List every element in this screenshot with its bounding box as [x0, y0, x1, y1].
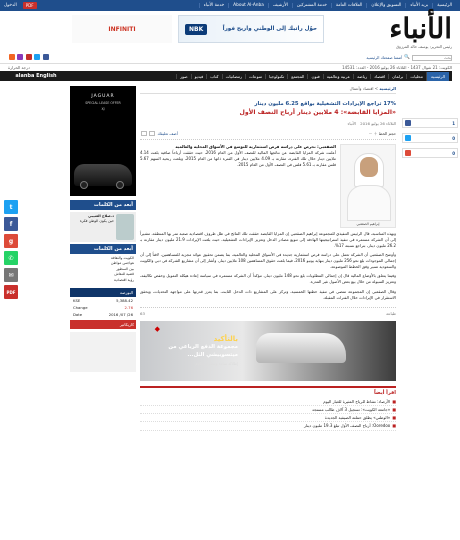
- photo-caption: إبراهيم الصقعبي: [356, 221, 380, 226]
- wheel-icon: [80, 181, 88, 189]
- list-item[interactable]: قضية للنقاش: [114, 272, 134, 277]
- article-footer-tools: [140, 307, 396, 316]
- share-count: 0: [452, 135, 455, 141]
- issue-date: الكويت: 21 شوال 1437 - الثلاثاء 26 يوليو 2016 - العدد: 14531: [342, 65, 452, 70]
- google-plus-icon: [405, 150, 411, 156]
- nav-parliament[interactable]: برلمان: [388, 74, 406, 79]
- ad-title: [148, 335, 238, 359]
- article-meta: [140, 121, 396, 126]
- print-link[interactable]: طباعة: [386, 310, 396, 316]
- stock-title: البورصة: [70, 288, 136, 297]
- article-text: [140, 144, 336, 228]
- article-tools: [140, 131, 396, 140]
- date-row: [0, 63, 460, 71]
- nav-local[interactable]: محليات: [406, 74, 426, 79]
- list-item-label: الأرصاد: نشاط للرياح المثيرة للغبار اليوم: [323, 398, 391, 404]
- list-item[interactable]: الكويت والثقافة: [110, 256, 134, 260]
- mitsubishi-logo-icon: ◆: [154, 324, 160, 333]
- topbar-link-ads[interactable]: التسويق والإعلان: [366, 3, 405, 8]
- writer-card[interactable]: [70, 212, 136, 242]
- mitsubishi-ad[interactable]: [140, 321, 396, 381]
- site-logo[interactable]: [344, 14, 452, 52]
- author-photo: [340, 144, 396, 228]
- list-item-label: «الوطني» يطلق حملته الصيفية الجديدة: [324, 415, 391, 421]
- nav-sports[interactable]: رياضة: [353, 74, 370, 79]
- jaguar-offer: SPECIAL LEASE OFFER: [85, 101, 121, 105]
- topbar-link-services[interactable]: خدمة الأنباء: [199, 3, 228, 8]
- add-comment-link[interactable]: أضف تعليقك: [157, 131, 178, 137]
- email-icon[interactable]: ✉: [4, 268, 18, 282]
- paragraph: أعلنت شركة المزايا القابضة عن نتائجها المالية للنصف الأول من العام 2016، حيث حققت أرباحاً صافية بلغت 4.14 ملايين دينار خلال تلك الفترة، مقارنة بـ 4.09 ملايين دينار في الفترة ذاتها من العام 2015، وبلغت ربحية السهم 5.67 فلس مقارنة بـ 5.61 فلس في النصف الأول من العام 2015.: [140, 149, 336, 167]
- small-ad[interactable]: [72, 15, 172, 43]
- tool-buttons: [140, 131, 178, 137]
- youtube-icon[interactable]: [26, 54, 32, 60]
- topbar-link-archive[interactable]: الأرشيف: [268, 3, 292, 8]
- read-also: [140, 386, 396, 431]
- article-headline: «المزايا القابضة»: 4 ملايين دينار أرباح النصف الأول: [239, 108, 396, 116]
- list-item[interactable]: ■ «الوطني» يطلق حملته الصيفية الجديدة: [140, 414, 396, 422]
- instagram-icon[interactable]: [17, 54, 23, 60]
- logo-mark: الأنباء: [389, 12, 452, 45]
- nav-arts[interactable]: فنون: [307, 74, 322, 79]
- twitter-icon[interactable]: t: [4, 200, 18, 214]
- main-nav: [72, 71, 452, 81]
- search-row: [0, 53, 460, 62]
- writers-title-2: أبعد من الكلمات: [70, 244, 136, 254]
- right-sidebar: [402, 118, 458, 163]
- pdf-button[interactable]: PDF: [23, 2, 37, 9]
- caricature-image[interactable]: [70, 332, 136, 372]
- nbk-banner-ad[interactable]: [178, 15, 324, 43]
- topbar-link-mail[interactable]: بريد الأنباء: [405, 3, 432, 8]
- breadcrumb-section[interactable]: اقتصاد وأعمال: [349, 86, 374, 91]
- login-link[interactable]: الدخول: [4, 3, 17, 8]
- topbar-link-about[interactable]: About Al-Anba: [228, 3, 268, 8]
- writer-headline: حين يكون الوطن فكرة: [79, 218, 114, 223]
- stock-value: 5,388.42: [116, 297, 133, 303]
- list-item[interactable]: ■ الأرصاد: نشاط للرياح المثيرة للغبار اليوم: [140, 398, 396, 406]
- nav-video[interactable]: فيديو: [191, 74, 207, 79]
- paragraph: وبهذه المناسبة، قال الرئيس التنفيذي للمجموعة إبراهيم الصقعبي إن المزايا القابضة حققت تلك النتائج في ظل ظروف اقتصادية صعبة تمر بها المنطقة، مشيراً إلى أن الشركة مستمرة في تنفيذ استراتيجيتها الهادفة إلى تنويع مصادر الدخل وتعزيز الإيرادات التشغيلية، حيث بلغت الإيرادات 21.9 مليون دينار مقارنة بـ 26.2 مليون دينار، بتراجع نسبته 17%.: [140, 230, 396, 248]
- writer-name: د.صلاح العتيبي: [88, 214, 114, 218]
- share-count: 0: [452, 150, 455, 156]
- list-item[interactable]: هواجس مواطن: [110, 261, 134, 266]
- font-size-control[interactable]: حجم الخط ＋ －: [368, 130, 396, 136]
- nav-writers[interactable]: كتاب: [206, 74, 221, 79]
- breadcrumb: الرئيسية > اقتصاد وأعمال: [140, 86, 396, 94]
- stock-label: Date: [73, 311, 83, 317]
- writer-avatar: [116, 214, 134, 240]
- breadcrumb-home[interactable]: الرئيسية: [379, 86, 396, 91]
- font-size-label: حجم الخط: [378, 130, 396, 136]
- list-item[interactable]: رؤية اقتصادية: [113, 277, 134, 282]
- logo-subtitle: رئيس التحرير: يوسف خالد المرزوق: [396, 44, 452, 49]
- search-icon[interactable]: 🔍: [404, 55, 410, 60]
- wheel-icon: [116, 181, 124, 189]
- list-item[interactable]: ■ «جامعة الكويت»: تسجيل 3 آلاف طالب مستجد: [140, 406, 396, 414]
- facebook-icon: [405, 120, 411, 126]
- list-item[interactable]: ■ Ooredoo: أرباح النصف الأول تبلغ 19.3 مليون دينار: [140, 422, 396, 430]
- ad-brand: بالتأكيد: [213, 334, 238, 343]
- nav-society[interactable]: المجتمع: [287, 74, 307, 79]
- nav-ramadan[interactable]: رمضانيات: [222, 74, 245, 79]
- print-icon[interactable]: [149, 131, 155, 136]
- facebook-icon[interactable]: [43, 54, 49, 60]
- twitter-icon: [405, 135, 411, 141]
- nav-misc[interactable]: منوعات: [245, 74, 265, 79]
- social-icons: [8, 54, 49, 62]
- ad-headline: مجموعة الدفع الرباعي من ميتسوبيشي الثل...: [168, 344, 238, 358]
- stock-row: [70, 311, 136, 318]
- stock-row: [70, 304, 136, 311]
- paragraph: وقال الصقعبي إن المجموعة تمضي في تنفيذ خطتها الخمسية، وتركز على المشاريع ذات الدخل الثابت، بما يعزز قدرتها على مواجهة التحديات، ويحقق الاستقرار في الإيرادات خلال الفترات المقبلة.: [140, 288, 396, 300]
- google-plus-icon[interactable]: g: [4, 234, 18, 248]
- jaguar-model: XJ: [101, 107, 105, 111]
- writers-list: [70, 254, 136, 285]
- rss-icon[interactable]: [9, 54, 15, 60]
- topbar-link-pr[interactable]: العلاقات العامة: [331, 3, 366, 8]
- nbk-logo: NBK: [185, 24, 207, 35]
- banner-text: حوّل راتبك إلى الوطني واربح فوراً: [222, 26, 317, 32]
- article-body-top: [140, 144, 396, 228]
- topbar-link-subscribers[interactable]: خدمة المشتركين: [292, 3, 331, 8]
- read-also-title: اقرأ أيضاً: [374, 389, 396, 396]
- ad-subtitle: إطلالة سادة وسعر لا يقاوم: [195, 360, 238, 366]
- paragraph: وأوضح الصقعبي أن الشركة تعمل على دراسة فرص استثمارية جديدة في الأسواق المحلية والعالمية، بما يضمن تحقيق عوائد مجزية للمساهمين، لافتاً إلى أن إجمالي الموجودات بلغ نحو 256 مليون دينار بنهاية يونيو 2016، فيما بلغت حقوق المساهمين 108 ملايين دينار، وأشار إلى أن مشاريع الشركة في دبي والكويت والسعودية تسير وفق الخطط الموضوعة.: [140, 251, 396, 270]
- whatsapp-icon[interactable]: ✆: [4, 251, 18, 265]
- jaguar-ad[interactable]: [70, 86, 136, 196]
- writers-title: أبعد من الكلمات: [70, 200, 136, 210]
- nav-economy[interactable]: اقتصاد: [370, 74, 388, 79]
- list-item[interactable]: بين السطور: [116, 266, 134, 271]
- left-sidebar: [70, 86, 136, 538]
- stock-row: [70, 297, 136, 304]
- share-count: 1: [452, 120, 455, 126]
- car-image: [256, 333, 346, 363]
- article-main: [140, 86, 396, 538]
- nav-world[interactable]: عربية وعالمية: [323, 74, 353, 79]
- caricature-title: كاريكاتير: [70, 320, 136, 329]
- share-count-box[interactable]: [402, 148, 458, 158]
- nav-home[interactable]: الرئيسية: [426, 72, 449, 81]
- list-item-label: «جامعة الكويت»: تسجيل 3 آلاف طالب مستجد: [312, 407, 391, 413]
- homepage-link[interactable]: أضفنا صفحتك الرئيسية: [366, 55, 403, 60]
- paragraph: وفيما يتعلق بالأوضاع المالية قال إن إجمالي المطلوبات بلغ نحو 148 مليون دينار، مؤكداً أن الشركة مستمرة في سياسة إعادة هيكلة التمويل وخفض تكاليفه، وتعزيز السيولة من خلال بيع بعض الأصول غير المدرة.: [140, 273, 396, 285]
- top-bar: [0, 0, 460, 11]
- weather-label: درجة الحرارة: [8, 65, 30, 70]
- article-date: الثلاثاء 26 يوليو 2016: [360, 120, 396, 126]
- nav-photos[interactable]: صور: [176, 74, 191, 79]
- pdf-icon[interactable]: PDF: [4, 285, 18, 299]
- small-ad-logo: INFINITI: [108, 25, 136, 33]
- article-source: الأنباء: [347, 120, 357, 126]
- nav-tech[interactable]: تكنولوجيا: [265, 74, 287, 79]
- email-icon[interactable]: [141, 131, 147, 136]
- view-count: 63: [140, 310, 145, 316]
- share-count-box[interactable]: [402, 133, 458, 143]
- stock-label: KSE: [73, 297, 81, 303]
- topbar-link-home[interactable]: الرئيسية: [432, 3, 456, 8]
- share-count-box[interactable]: [402, 118, 458, 128]
- article-lead: الصقعبي: نحرص على دراسة فرص استثمارية للتوسع في الأسواق المحلية والعالمية: [175, 143, 336, 149]
- search-input[interactable]: [412, 55, 452, 61]
- stock-label: Change: [73, 304, 88, 310]
- jaguar-brand: JAGUAR: [91, 94, 115, 99]
- facebook-icon[interactable]: f: [4, 217, 18, 231]
- floating-share-bar: [4, 200, 18, 302]
- stock-value: 2016 /07 /26: [108, 311, 133, 317]
- twitter-icon[interactable]: [34, 54, 40, 60]
- english-link[interactable]: alanba English: [0, 71, 72, 81]
- stock-value: 2.76: [124, 304, 133, 310]
- search-area: [366, 55, 452, 61]
- list-item-label: Ooredoo: أرباح النصف الأول تبلغ 19.3 مليون دينار: [303, 423, 391, 429]
- article-subheadline: 17% تراجع الإيرادات التشغيلية بواقع 6.25 مليون دينار: [254, 101, 396, 107]
